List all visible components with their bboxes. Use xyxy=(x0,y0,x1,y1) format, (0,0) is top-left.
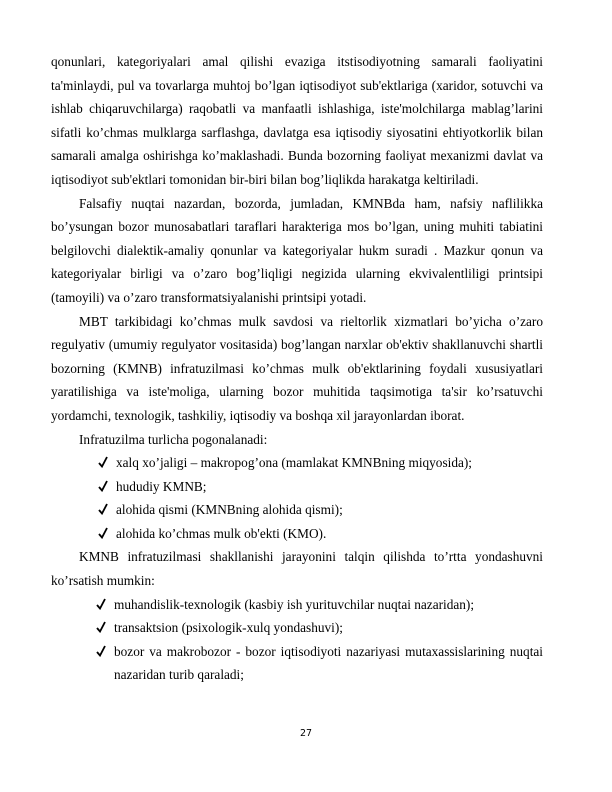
paragraph-2: Falsafiy nuqtai nazardan, bozorda, jumladan, KMNBda ham, nafsiy naflilikka bo’ysungan bozor munosabatlari taraflari harakteriga mos bo’lgan, uning muhiti tabiatini belgilovchi dialektik-amaliy qonunlar va kategoriyalar hukm suradi . Mazkur qonun va kategoriyalar birligi va o’zaro bog’liqligi negizida ularning ekvivalentliligi printsipi (tamoyili) va o’zaro transformatsiyalanishi printsipi yotadi. xyxy=(51,195,543,305)
list-item-text: alohida qismi (KMNBning alohida qismi); xyxy=(116,502,343,518)
list-item xyxy=(51,616,543,640)
list-item xyxy=(51,475,543,499)
list-item-text: transaktsion (psixologik-xulq yondashuvi); xyxy=(114,620,343,636)
page-number: 27 xyxy=(299,728,313,739)
list-item xyxy=(51,593,543,617)
checkmark-icon xyxy=(96,598,106,610)
paragraph-1: qonunlari, kategoriyalari amal qilishi evaziga itstisodiyotning samarali faoliyatini ta'minlaydi, pul va tovarlarga muhtoj bo’lgan iqtisodiyot sub'ektlariga (xaridor, sotuvchi va ishlab chiqaruvchilarga) raqobatli va manfaatli ishlashiga, iste'molchilarga mablag’larini sifatli ko’chmas mulklarga sarflashga, davlatga esa iqtisodiy siyosatini ehtiyotkorlik bilan samarali amalga oshirishga ko’maklashadi. Bunda bozorning faoliyat mexanizmi davlat va iqtisodiyot sub'ektlari tomonidan bir-biri bilan bog’liqlikda harakatga keltiriladi. xyxy=(51,54,543,187)
checkmark-icon xyxy=(98,503,108,515)
paragraph-5: KMNB infratuzilmasi shakllanishi jarayonini talqin qilishda to’rtta yondashuvni ko’rsatish mumkin: xyxy=(51,549,543,589)
list-item xyxy=(51,640,543,687)
list-item xyxy=(51,522,543,546)
paragraph-3: MBT tarkibidagi ko’chmas mulk savdosi va rieltorlik xizmatlari bo’yicha o’zaro regulyativ (umumiy regulyator vositasida) bog’langan narxlar ob'ektiv shakllanuvchi shartli bozorning (KMNB) infratuzilmasi ko’chmas mulk ob'ektlarining foydali xususiyatlari yaratilishiga va iste'moliga, ularning bozor muhitida taqsimotiga ta'sir ko’rsatuvchi yordamchi, texnologik, tashkiliy, iqtisodiy va boshqa xil jarayonlardan iborat. xyxy=(51,313,543,423)
checkmark-icon xyxy=(96,645,106,657)
checkmark-icon xyxy=(98,456,108,468)
list-item-text: hududiy KMNB; xyxy=(116,478,207,494)
list-item-text: muhandislik-texnologik (kasbiy ish yurituvchilar nuqtai nazaridan); xyxy=(114,596,475,612)
list-item-text: xalq xo’jaligi – makropog’ona (mamlakat KMNBning miqyosida); xyxy=(116,455,472,471)
paragraph-4: Infratuzilma turlicha pogonalanadi: xyxy=(79,431,268,447)
list-item xyxy=(51,498,543,522)
checkmark-icon xyxy=(96,621,106,633)
document-page xyxy=(51,50,543,687)
bullet-list-infrastructure-levels xyxy=(51,451,543,545)
list-item-text: bozor va makrobozor - bozor iqtisodiyoti nazariyasi mutaxassislarining nuqtai nazaridan turib qaraladi; xyxy=(114,643,543,683)
bullet-list-approaches xyxy=(51,593,543,687)
checkmark-icon xyxy=(98,480,108,492)
list-item xyxy=(51,451,543,475)
list-item-text: alohida ko’chmas mulk ob'ekti (KMO). xyxy=(116,525,327,541)
checkmark-icon xyxy=(98,527,108,539)
